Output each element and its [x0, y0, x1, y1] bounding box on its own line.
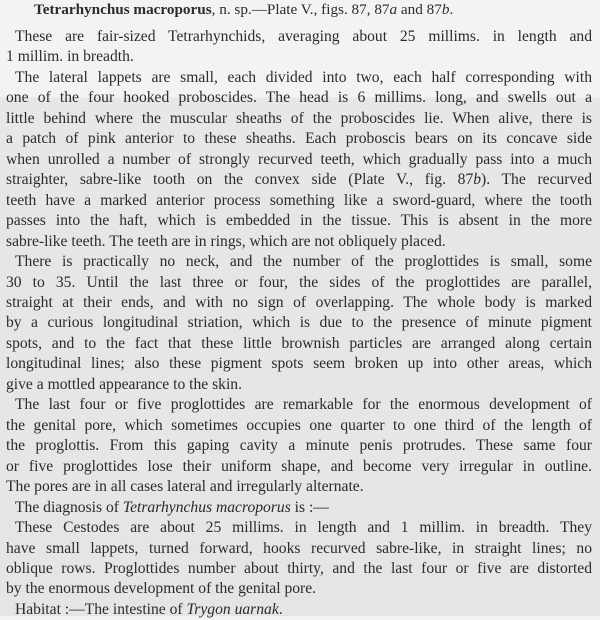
- text-line: straight at their ends, and with no sign of overlapping. The whole body is marked: [6, 293, 592, 311]
- heading-segment: .: [449, 1, 454, 18]
- text-line: the proglottis. From this gaping cavity a minute penis protrudes. These same four: [6, 437, 592, 455]
- text-line: 30 to 35. Until the last three or four, the sides of the proglottides are parallel,: [6, 273, 592, 291]
- text-line: or five proglottides lose their uniform shape, and become very irregular in outline.: [6, 457, 592, 475]
- text-line: These are fair-sized Tetrarhynchids, averaging about 25 millims. in length and: [15, 28, 592, 45]
- text-segment: ). The recurved: [481, 171, 592, 189]
- text-line: [15, 498, 592, 518]
- text-line: little behind where the muscular sheaths of the proboscides lie. When alive, there is: [6, 109, 592, 127]
- text-line: oblique rows. Proglottides number about thirty, and the last four or five are distorted: [6, 559, 592, 577]
- heading-segment: and 87: [397, 1, 442, 18]
- text-segment: Habitat :—The intestine of: [15, 600, 187, 618]
- text-segment: straighter, sabre-like tooth on the convex side (Plate V., fig. 87: [6, 171, 474, 189]
- species-heading: [34, 0, 453, 20]
- text-line: [15, 600, 592, 620]
- text-line: There is practically no neck, and the number of the proglottides is small, some: [15, 253, 592, 271]
- text-line: [6, 170, 592, 190]
- text-line: by a curious longitudinal striation, which is due to the presence of minute pigment: [6, 314, 592, 332]
- heading-segment: b: [441, 1, 450, 18]
- text-line: spots, and to the fact that these little brownish particles are arranged along certain: [6, 334, 592, 352]
- italic-text: Tetrarhynchus macroporus: [122, 498, 291, 516]
- text-line: 1 millim. in breadth.: [6, 48, 134, 66]
- text-line: The lateral lappets are small, each divided into two, each half corresponding with: [15, 68, 592, 86]
- text-segment: The diagnosis of: [15, 498, 123, 516]
- text-line: sabre-like teeth. The teeth are in rings, which are not obliquely placed.: [6, 232, 446, 250]
- text-line: teeth have a marked anterior process something like a sword-guard, where the tooth: [6, 191, 592, 209]
- text-segment: .: [278, 600, 283, 618]
- heading-segment: a: [389, 1, 398, 18]
- text-line: The last four or five proglottides are remarkable for the enormous development of: [15, 396, 592, 414]
- italic-text: b: [473, 171, 482, 189]
- italic-text: Trygon uarnak: [186, 600, 279, 618]
- text-line: when unrolled a number of strongly recurved teeth, which gradually pass into a much: [6, 150, 592, 168]
- text-line: The pores are in all cases lateral and irregularly alternate.: [6, 478, 364, 496]
- text-line: longitudinal lines; also these pigment spots seem broken up into other areas, which: [6, 355, 592, 373]
- heading-segment: Tetrarhynchus macroporus: [34, 1, 212, 18]
- text-line: a patch of pink anterior to these sheaths. Each proboscis bears on its concave side: [6, 130, 592, 148]
- text-line: the genital pore, which sometimes occupies one quarter to one third of the length of: [6, 416, 592, 434]
- text-line: give a mottled appearance to the skin.: [6, 375, 242, 393]
- text-line: These Cestodes are about 25 millims. in length and 1 millim. in breadth. They: [15, 519, 592, 537]
- text-line: passes into the haft, which is embedded in the tissue. This is absent in the more: [6, 212, 592, 230]
- text-line: one of the four hooked proboscides. The head is 6 millims. long, and swells out a: [6, 89, 592, 107]
- text-segment: is :—: [290, 498, 329, 516]
- text-line: have small lappets, turned forward, hooks recurved sabre-like, in straight lines; no: [6, 539, 592, 557]
- text-line: by the enormous development of the genital pore.: [6, 580, 317, 598]
- heading-segment: , n. sp.—Plate V., figs. 87, 87: [211, 1, 390, 18]
